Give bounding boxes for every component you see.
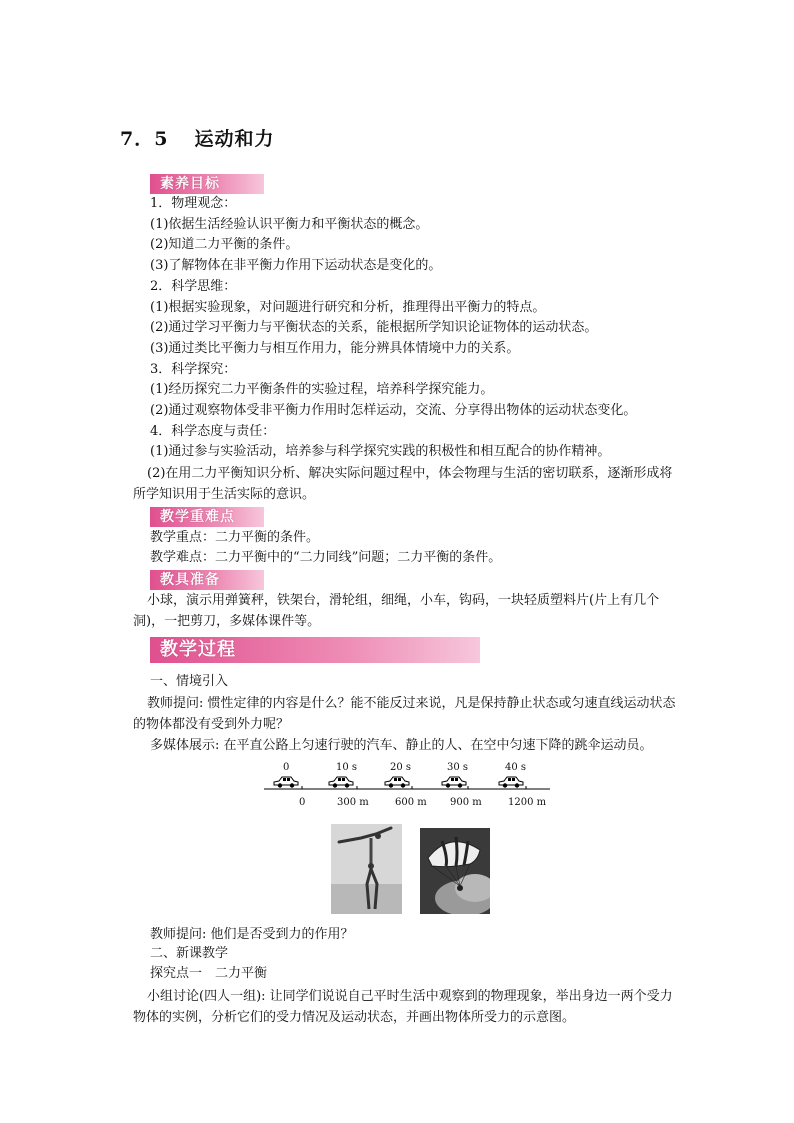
distance-label: 1200 m bbox=[508, 797, 547, 808]
new-lesson-heading: 二、新课教学 bbox=[150, 946, 229, 961]
time-label: 10 s bbox=[336, 762, 358, 773]
page-title bbox=[120, 124, 274, 151]
goal-line: (1)依据生活经验认识平衡力和平衡状态的概念。 bbox=[150, 216, 429, 232]
teacher-question-2: 教师提问: 他们是否受到力的作用？ bbox=[150, 927, 354, 942]
key-points-heading-badge: 教学重难点 bbox=[150, 507, 264, 527]
distance-label: 300 m bbox=[337, 797, 369, 808]
intro-heading: 一、情境引入 bbox=[150, 674, 229, 689]
goal-line: 2．科学思维： bbox=[150, 278, 237, 294]
difficulty-line: 教学难点：二力平衡中的“二力同线”问题；二力平衡的条件。 bbox=[150, 550, 502, 565]
goal-line: (3)了解物体在非平衡力作用下运动状态是变化的。 bbox=[150, 258, 442, 274]
explore-point-heading: 探究点一 二力平衡 bbox=[150, 966, 268, 981]
acrobat-photo bbox=[331, 824, 402, 914]
tools-heading-badge: 教具准备 bbox=[150, 570, 264, 590]
goal-line: 1．物理观念： bbox=[150, 196, 237, 211]
goal-line: (2)通过观察物体受非平衡力作用时怎样运动，交流、分享得出物体的运动状态变化。 bbox=[150, 403, 637, 418]
distance-label: 600 m bbox=[395, 797, 427, 808]
key-point-line: 教学重点：二力平衡的条件。 bbox=[150, 530, 320, 545]
time-label: 30 s bbox=[447, 762, 469, 773]
goal-line: (2)知道二力平衡的条件。 bbox=[150, 237, 299, 253]
goal-line: (1)经历探究二力平衡条件的实验过程，培养科学探究能力。 bbox=[150, 382, 494, 398]
goal-line: (3)通过类比平衡力与相互作用力，能分辨具体情境中力的关系。 bbox=[150, 340, 520, 356]
distance-label: 900 m bbox=[450, 797, 482, 808]
process-heading-badge: 教学过程 bbox=[150, 637, 480, 663]
distance-axis bbox=[262, 786, 552, 796]
distance-label: 0 bbox=[299, 797, 306, 808]
time-label: 40 s bbox=[505, 762, 527, 773]
group-discussion-paragraph: 小组讨论(四人一组): 让同学们说说自己平时生活中观察到的物理现象，举出身边一两个受力物体的实例，分析它们的受力情况及运动状态，并画出物体所受力的示意图。 bbox=[133, 989, 673, 1025]
goal-line: (1)根据实验现象，对问题进行研究和分析，推理得出平衡力的特点。 bbox=[150, 299, 546, 315]
goals-heading-badge: 素养目标 bbox=[150, 174, 264, 194]
teacher-question-paragraph: 教师提问: 惯性定律的内容是什么？能不能反过来说，凡是保持静止状态或匀速直线运动状态的物体都没有受到外力呢？ bbox=[133, 696, 676, 732]
goal-line: (2)通过学习平衡力与平衡状态的关系，能根据所学知识论证物体的运动状态。 bbox=[150, 320, 598, 336]
goal-line: 3．科学探究： bbox=[150, 361, 237, 377]
section-title: 运动和力 bbox=[194, 128, 275, 150]
multimedia-line: 多媒体展示: 在平直公路上匀速行驶的汽车、静止的人、在空中匀速下降的跳伞运动员。 bbox=[150, 738, 653, 753]
goals-last-paragraph: (2)在用二力平衡知识分析、解决实际问题过程中，体会物理与生活的密切联系，逐渐形成将所学知识用于生活实际的意识。 bbox=[133, 466, 673, 502]
goal-line: 4．科学态度与责任： bbox=[150, 423, 276, 439]
tools-paragraph: 小球，演示用弹簧秤，铁架台，滑轮组，细绳，小车，钩码，一块轻质塑料片(片上有几个洞)，一把剪刀，多媒体课件等。 bbox=[133, 593, 660, 629]
section-number: 7．5 bbox=[120, 128, 169, 150]
time-label: 20 s bbox=[390, 762, 412, 773]
goal-line: (1)通过参与实验活动，培养参与科学探究实践的积极性和相互配合的协作精神。 bbox=[150, 444, 611, 460]
parachutist-photo bbox=[420, 828, 490, 914]
time-label: 0 bbox=[283, 762, 290, 773]
